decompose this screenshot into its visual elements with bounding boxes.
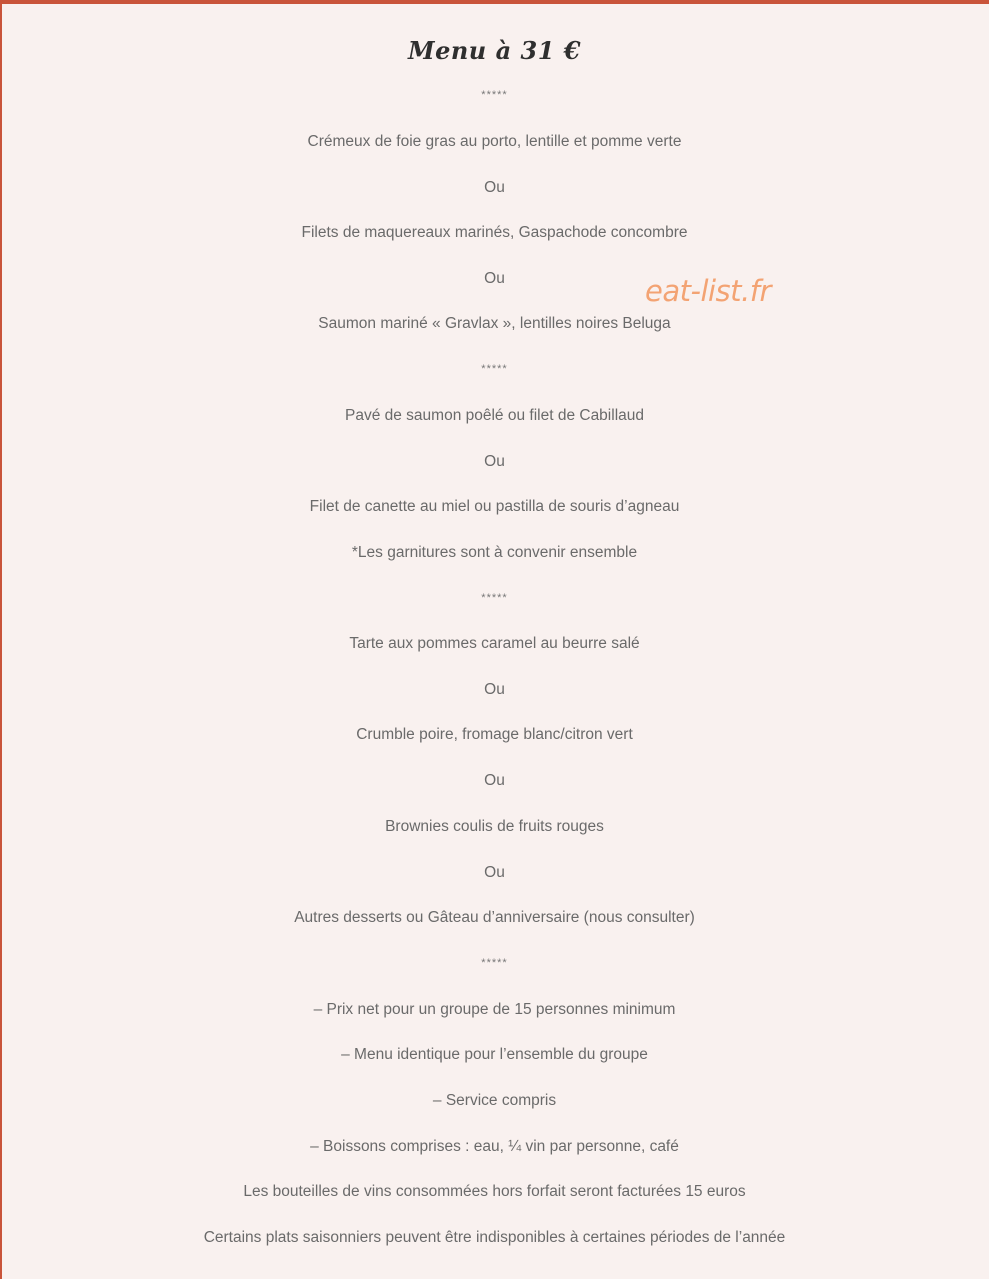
menu-line-or: Ou bbox=[484, 270, 505, 287]
menu-line-dessert-1: Tarte aux pommes caramel au beurre salé bbox=[349, 635, 640, 652]
menu-title: Menu à 31 € bbox=[408, 36, 581, 65]
menu-line-or: Ou bbox=[484, 864, 505, 881]
menu-line-or: Ou bbox=[484, 179, 505, 196]
top-border bbox=[0, 0, 989, 4]
condition-line-wine-bottles: Les bouteilles de vins consommées hors forfait seront facturées 15 euros bbox=[243, 1183, 746, 1200]
condition-line-same-menu: – Menu identique pour l’ensemble du groupe bbox=[341, 1046, 648, 1063]
menu-line-starter-1: Crémeux de foie gras au porto, lentille et pomme verte bbox=[307, 133, 682, 150]
condition-line-service: – Service compris bbox=[432, 1092, 557, 1109]
separator: ***** bbox=[481, 957, 508, 969]
menu-line-dessert-2: Crumble poire, fromage blanc/citron vert bbox=[356, 726, 633, 743]
condition-line-group-size: – Prix net pour un groupe de 15 personnes minimum bbox=[313, 1001, 676, 1018]
watermark-logo: eat-list.fr bbox=[645, 274, 771, 308]
separator: ***** bbox=[481, 592, 508, 604]
menu-line-or: Ou bbox=[484, 681, 505, 698]
separator: ***** bbox=[481, 363, 508, 375]
menu-line-garnish-note: *Les garnitures sont à convenir ensemble bbox=[351, 544, 638, 561]
condition-line-drinks: – Boissons comprises : eau, ¼ vin par personne, café bbox=[310, 1138, 679, 1155]
condition-line-seasonal: Certains plats saisonniers peuvent être indisponibles à certaines périodes de l’année bbox=[203, 1229, 786, 1246]
menu-line-main-1: Pavé de saumon poêlé ou filet de Cabillaud bbox=[344, 407, 644, 424]
menu-line-starter-2: Filets de maquereaux marinés, Gaspachode concombre bbox=[301, 224, 688, 241]
separator: ***** bbox=[481, 89, 508, 101]
menu-line-or: Ou bbox=[484, 453, 505, 470]
menu-line-starter-3: Saumon mariné « Gravlax », lentilles noires Beluga bbox=[318, 315, 671, 332]
menu-line-dessert-3: Brownies coulis de fruits rouges bbox=[385, 818, 604, 835]
menu-line-or: Ou bbox=[484, 772, 505, 789]
menu-line-main-2: Filet de canette au miel ou pastilla de souris d’agneau bbox=[309, 498, 680, 515]
menu-line-dessert-4: Autres desserts ou Gâteau d’anniversaire (nous consulter) bbox=[294, 909, 695, 926]
